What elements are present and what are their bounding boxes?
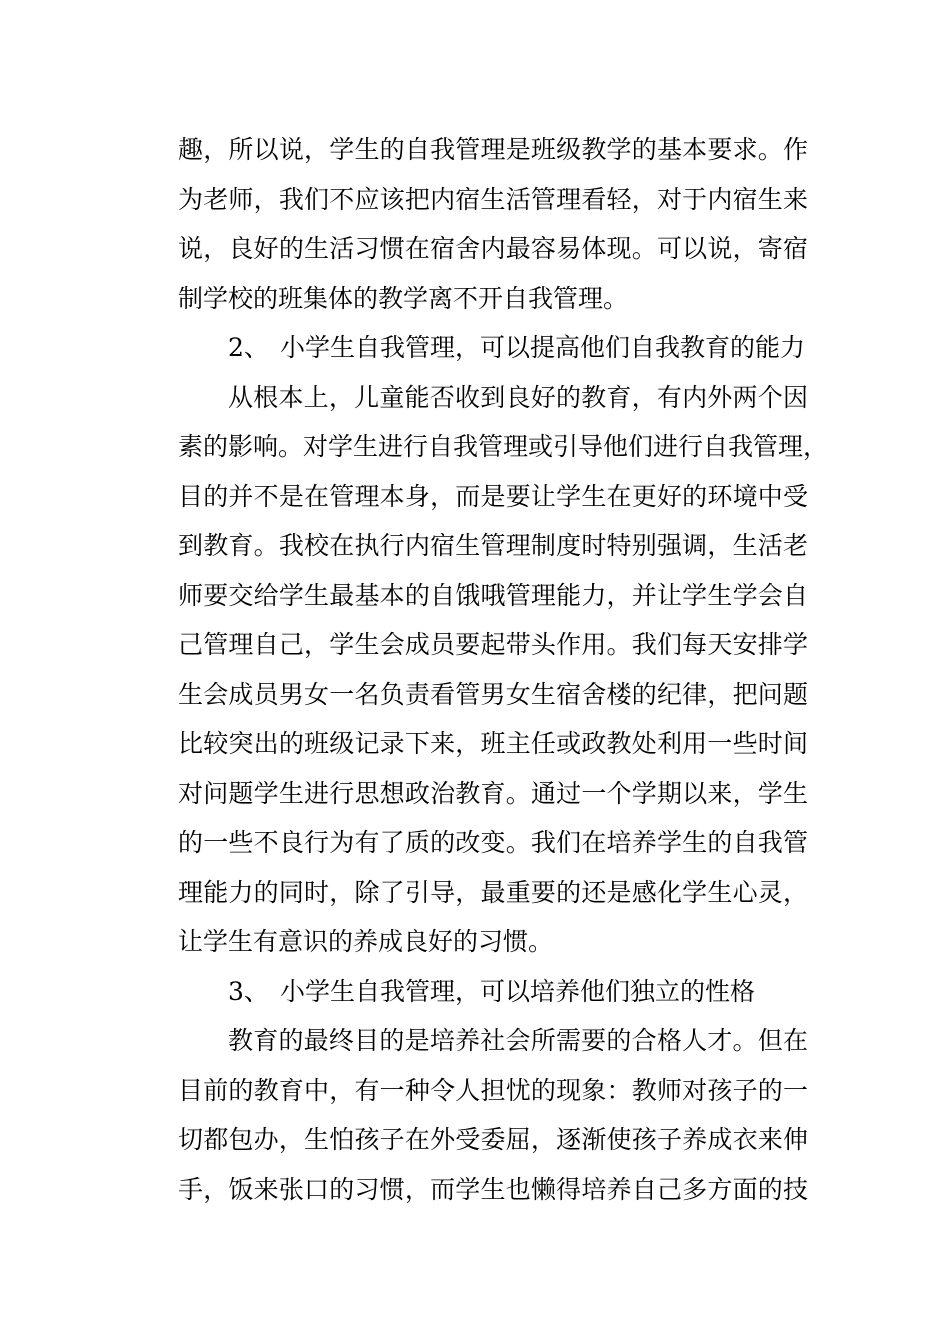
section-heading <box>178 323 808 373</box>
paragraph-line: 从根本上，儿童能否收到良好的教育，有内外两个因 <box>228 382 808 412</box>
paragraph-line: 为老师，我们不应该把内宿生活管理看轻，对于内宿生来 <box>178 184 808 214</box>
paragraph-line: 趣，所以说，学生的自我管理是班级教学的基本要求。作 <box>178 135 808 164</box>
paragraph-line: 己管理自己，学生会成员要起带头作用。我们每天安排学 <box>178 630 808 659</box>
paragraph-line: 比较突出的班级记录下来，班主任或政教处利用一些时间 <box>178 729 808 758</box>
section-number: 2、 <box>228 333 269 362</box>
paragraph-line: 素的影响。对学生进行自我管理或引导他们进行自我管理， <box>178 432 829 461</box>
paragraph-line: 手，饭来张口的习惯，而学生也懒得培养自己多方面的技 <box>178 1174 808 1204</box>
paragraph-line: 到教育。我校在执行内宿生管理制度时特别强调，生活老 <box>178 531 808 560</box>
section-heading <box>178 967 808 1017</box>
document-body <box>178 125 829 1214</box>
section-title: 小学生自我管理，可以培养他们独立的性格 <box>280 976 756 1006</box>
paragraph-line: 的一些不良行为有了质的改变。我们在培养学生的自我管 <box>178 828 808 857</box>
paragraph-line: 教育的最终目的是培养社会所需要的合格人才。但在 <box>228 1026 808 1055</box>
paragraph-line: 理能力的同时，除了引导，最重要的还是感化学生心灵， <box>178 877 808 907</box>
paragraph-line: 制学校的班集体的教学离不开自我管理。 <box>178 283 629 313</box>
paragraph-line: 切都包办，生怕孩子在外受委屈，逐渐使孩子养成衣来伸 <box>178 1125 808 1154</box>
paragraph-line: 目的并不是在管理本身，而是要让学生在更好的环境中受 <box>178 481 808 511</box>
section-title: 小学生自我管理，可以提高他们自我教育的能力 <box>280 333 806 362</box>
paragraph-line: 目前的教育中，有一种令人担忧的现象：教师对孩子的一 <box>178 1075 808 1105</box>
paragraph-line: 对问题学生进行思想政治教育。通过一个学期以来，学生 <box>178 778 808 808</box>
paragraph-line: 师要交给学生最基本的自饿哦管理能力，并让学生学会自 <box>178 580 808 610</box>
paragraph-line: 生会成员男女一名负责看管男女生宿舍楼的纪律，把问题 <box>178 679 808 709</box>
section-number: 3、 <box>228 976 269 1006</box>
paragraph-line: 让学生有意识的养成良好的习惯。 <box>178 927 554 956</box>
paragraph-line: 说，良好的生活习惯在宿舍内最容易体现。可以说，寄宿 <box>178 234 808 263</box>
